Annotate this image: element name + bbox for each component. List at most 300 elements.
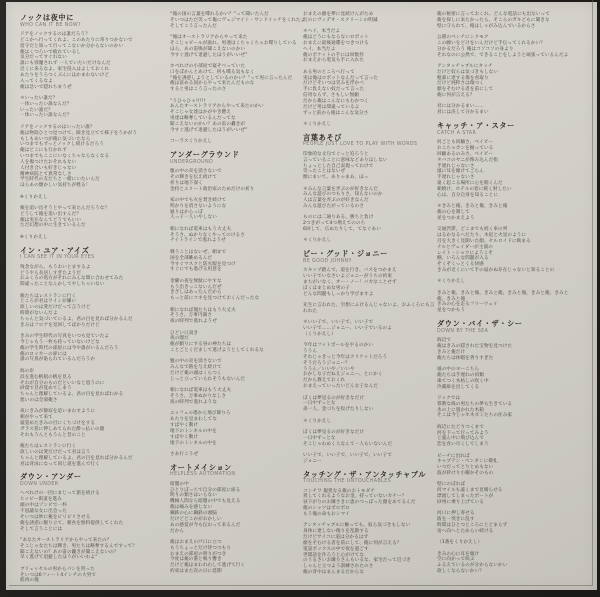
lyric-line: ＊くりかえし: [303, 238, 332, 244]
lyric-line: あんたオーストラリアからやって来たのかい: [170, 104, 264, 110]
lyric-stanza: [20, 491, 170, 532]
lyric-line: おまえから電気も手に入れた: [303, 58, 365, 64]
lyric-line: 俺は実在なんてどうでもいい: [20, 217, 82, 223]
lyric-line: じっと立っていられそうもないんだ: [170, 377, 246, 382]
lyric-line: そいつは6フィート4インチの大男で: [20, 572, 97, 578]
lyrics-column-4: [437, 12, 599, 580]
lyric-stanza: [303, 187, 445, 210]
lyric-line: エッフェル塔から飛び降りろ: [170, 411, 231, 417]
lyric-line: ＊ヘイ、本当だよ: [303, 29, 341, 35]
lyric-line: どうやら長居しすぎたようだ: [20, 270, 82, 276]
lyric-line: 欲しいのは愛だけだって君は言う: [20, 449, 91, 455]
lyric-stanza: [20, 369, 170, 404]
song-title-ja: アンダーグラウンド: [170, 150, 240, 160]
lyric-line: すばやく動け: [170, 423, 199, 429]
lyric-line: ドアをノックするのは誰だろう？: [20, 32, 90, 37]
lyric-line: 身体に達しない傷りを乱散する: [303, 529, 369, 535]
song-title-en: PEOPLE JUST LOVE TO PLAY WITH WORDS: [303, 142, 418, 148]
lyric-line: 冷蔵庫を出してくる: [437, 384, 480, 390]
lyric-line: キャプテン・ペンギンに敬礼: [437, 459, 498, 465]
lyric-line: 今すぐ逃げて退避したほうがいいぜ”: [170, 52, 248, 58]
lyric-line: どうして俺を追い出すんだ？: [20, 211, 82, 217]
song-title-en: TOUCHING THE UNTOUCHABLES: [303, 479, 392, 485]
lyric-line: 海辺で: [437, 338, 452, 344]
lyric-stanza: [20, 334, 170, 363]
lyric-line: ぞくぞくっとくる快感: [437, 262, 484, 268]
lyric-stanza: [303, 268, 445, 297]
lyric-line: 気分だってすぐれない: [20, 55, 67, 61]
lyric-line: いつまでもここにいなくちゃならなくなる: [20, 154, 110, 160]
lyric-line: そこじゃ女達はかがやき燃え: [170, 110, 232, 116]
lyric-line: 心は、自分自身を知ることに: [437, 192, 499, 198]
lyric-line: ヒッピー街道を進み: [20, 497, 62, 503]
lyric-line: ううん: [303, 349, 318, 355]
lyric-line: あの感覚が今も伝わって来るんだ: [170, 522, 241, 528]
lyric-line: 河口に押し寄せる: [437, 511, 475, 517]
lyric-line: おふくろの処方がそれにみんな間に合わせてみた: [20, 276, 124, 282]
lyric-line: みんな遊びのつもりさ、知らないのか: [303, 192, 383, 198]
lyric-line: だから教えておくれ: [303, 378, 346, 384]
lyric-line: 手に負えない奴だって言った: [303, 87, 365, 93]
lyric-line: 俺はきみの隠された宝物を見つけた: [437, 343, 513, 349]
lyric-line: 壁に守られて、俺はしゃがみ込んでいるからさ: [437, 23, 536, 29]
lyric-line: ほらあの懐かしい気持ちが甦る！: [20, 183, 91, 189]
song-header: [170, 464, 306, 478]
lyric-stanza: [303, 343, 445, 390]
lyric-line: 世間話を作ろうと心がけてな: [303, 552, 365, 558]
lyric-line: 波が砕けり小躍かそのもの: [437, 471, 494, 477]
lyric-stanza: [20, 538, 170, 561]
lyric-line: 凍てつく木枯しの吹く中: [437, 378, 489, 384]
song-title-en: CATCH A STAR: [437, 130, 477, 136]
lyric-line: 俺のポケットの手には回数券: [303, 52, 364, 58]
lyric-line: ビーチに出れば: [437, 453, 470, 459]
lyric-line: 俺、きみと俺: [437, 296, 466, 302]
lyric-line: 時間はひとつところにとどまらず: [437, 523, 508, 529]
lyric-line: いい子で、いい子で、いい子で、いい子で: [303, 452, 392, 458]
lyric-line: ＊くりかえし: [437, 279, 466, 285]
lyric-line: ううん／いいや／いいや: [303, 366, 355, 372]
lyric-line: だけどサイコに道は分かるはず: [303, 535, 369, 540]
lyric-line: だけど純粋さは傷つく: [437, 81, 484, 87]
lyric-line: いい子でいなさいよジョニーがうちの約束: [303, 274, 393, 280]
lyric-line: そうだろうジョニー？: [303, 360, 350, 366]
lyric-line: だけど俺はまわれ右して逃げて行く: [170, 563, 246, 569]
lyric-line: 一日中ずっとな: [303, 401, 336, 407]
lyric-line: 金持とエリート政治家のためだけの祈り: [170, 186, 255, 192]
lyric-line: おまえの顔を夢に見続けんがため: [303, 12, 374, 17]
lyric-line: 通りはからっぽ: [170, 209, 203, 215]
lyric-line: そこじゃわめく人なんて一人もいないんだ: [303, 441, 393, 447]
lyric-line: ※くりかえし: [20, 234, 48, 240]
lyric-stanza: [170, 35, 306, 58]
song-header: [20, 473, 170, 487]
lyric-line: 星をつかもう: [437, 308, 466, 314]
lyric-line: それもうんともうんと昔のこと: [20, 432, 86, 438]
lyric-line: “うひゃひゃ!!!!!: [170, 98, 206, 104]
lyric-line: 地下のトンネルの中を: [170, 428, 217, 434]
lyric-line: おまえに最後通牒をつきつける: [303, 40, 369, 46]
lyric-line: 手遅れじゃないさ: [437, 175, 475, 181]
lyric-stanza: [303, 453, 445, 465]
lyric-line: 弟一人、金づちを投げたりしない: [303, 407, 374, 413]
lyric-line: “俺の国の言葉を喋れるかい？”って聞いたんだ: [170, 12, 269, 17]
lyric-line: 近くに来るなよ、家宅侵入はよしておくれ: [20, 67, 110, 73]
lyric-line: ひどい口説き: [170, 330, 199, 336]
lyric-line: 6回して、広めたりして、てなぐあい: [303, 227, 381, 233]
song-header: [170, 151, 306, 165]
lyric-line: 俺の学生時代の部屋には今や誰がいるんだろう: [20, 345, 119, 351]
lyric-line: 時間がないんだよ: [20, 311, 58, 317]
lyric-line: タバコのヤニが滲み込んだ指: [437, 157, 498, 163]
lyric-line: だけどそいつは笑みを浮かべ: [303, 81, 365, 87]
lyric-stanza: [437, 291, 599, 314]
lyric-line: ＊くりかえし: [303, 418, 332, 424]
lyric-line: ヘベれけの一団にまじって旅を続ける: [20, 491, 100, 497]
lyric-line: みんな遊びたがっているのさ: [303, 204, 365, 210]
lyric-line: きみの心に耳を傾け: [437, 551, 480, 557]
lyric-line: ちゃんと気づいているよ、君の目を見れば分かるんだ: [20, 316, 133, 322]
lyric-line: そこじゃ女たちは輝き、男たちは略奪するんですって？: [20, 543, 137, 549]
song-header: [303, 250, 445, 264]
lyric-line: 恋を食い尽くしてしまう: [437, 442, 489, 448]
lyric-line: ずっと前から俺はこんな気分さ: [303, 110, 369, 116]
lyric-line: 海辺にたどりつくまで: [437, 424, 484, 430]
lyric-line: 精神病院とて異常なしさ: [20, 171, 72, 177]
lyric-line: 夜の闇だ: [170, 336, 189, 342]
lyric-line: 間違ったことなんかしてやしちゃいない: [20, 282, 105, 288]
lyric-stanza: [437, 12, 599, 30]
lyric-line: 約束はまた次の日に延期: [170, 569, 222, 575]
lyric-line: 愛してくれるようなお金、持っていないカナー？: [303, 494, 407, 500]
lyric-line: だけど奴らは気づきもしない: [437, 69, 499, 75]
lyric-line: ほら、あの雷鳴が聞こえないのかい: [170, 46, 246, 52]
lyric-line: 回顧あるのみさ、ベイビー: [437, 151, 493, 157]
lyric-line: 俺のロッカーの扉には: [20, 351, 67, 357]
lyric-line: ※くりかえし: [20, 194, 48, 200]
song-header: [437, 320, 599, 334]
lyric-line: 夜の時列で逃れような: [170, 400, 217, 406]
lyric-stanza: [20, 409, 170, 438]
lyric-stanza: [170, 227, 306, 245]
lyric-stanza: [303, 489, 445, 518]
lyric-line: ぼくはまじめな男の子: [303, 285, 350, 291]
lyric-line: だから: [170, 528, 185, 534]
lyric-line: 明りの類さはいらない: [170, 493, 217, 499]
lyric-line: 残念ながら、もうおいとまするよ: [20, 264, 91, 270]
lyric-line: おこちゃカンを握っている: [437, 146, 494, 151]
lyric-line: ホベれけの小部屋で寝そべっていた: [170, 63, 246, 69]
lyric-line: 今年はフットボールをやるのかい: [303, 343, 373, 349]
lyric-line: もう俺の命もおシマイ: [303, 511, 350, 517]
lyric-line: あたりを見まわしてな: [170, 417, 217, 423]
lyric-line: 印象的な文句でぐっと迫ろうと: [303, 151, 369, 157]
song-title-en: DOWN UNDER: [20, 481, 59, 487]
lyric-line: きみと俺、きみと俺、きみと俺、きみと俺、きみと俺、きみと: [437, 290, 569, 296]
lyric-line: すばやく動け: [170, 434, 199, 440]
lyric-stanza: [303, 523, 445, 576]
lyric-line: ＊みんな言葉を弄ぶのが好きなんだ: [303, 186, 379, 192]
lyric-stanza: [437, 140, 599, 198]
lyric-stanza: [437, 367, 599, 390]
lyric-stanza: [437, 511, 599, 534]
lyric-line: 今すぐ逃げて退避したほうがいいぜ”: [170, 127, 248, 133]
lyric-line: 一体いったい誰なんだ？: [20, 101, 72, 107]
lyric-line: ＊くりかえし: [303, 122, 332, 127]
lyric-line: 空に向かって叫ぶ: [437, 557, 475, 563]
lyric-line: もしもあいつが俺に気づいたなら: [20, 136, 91, 142]
lyric-line: おまえの部屋の明りがつき: [170, 551, 227, 557]
lyric-line: 朝がやって来て: [20, 415, 53, 421]
lyric-line: 君は背泳になって同じ道を進んで行く: [20, 461, 100, 467]
lyric-line: もっと前にコネを見つけておくんだったな: [170, 296, 260, 302]
lyric-line: はるかなるへだたり、木星と火星のように: [437, 232, 527, 238]
lyric-line: 男達は略奪しているんだってな: [170, 116, 236, 122]
lyric-line: 国を全部眺めるんだ: [170, 255, 213, 261]
lyric-line: ブリュッセルの男からパンを買った: [20, 566, 95, 572]
lyric-stanza: [437, 104, 599, 116]
lyric-line: 壁にのぼれば: [437, 482, 466, 488]
lyric-line: 2つきがって4つ増えてののち: [303, 221, 366, 227]
lyric-line: 電話ボックスの中で夜を過ごす: [303, 546, 369, 552]
lyric-line: もう出きっこないんだぜ: [170, 284, 222, 290]
lyric-stanza: [170, 169, 306, 192]
lyric-line: だけど男は間違っているよ: [303, 104, 360, 110]
lyric-line: 交通渋滞、どこまでも続く車の列: [437, 227, 508, 233]
lyric-line: 風に耳を傾けてごらん: [437, 169, 484, 175]
song-title-en: DOWN BY THE SEA: [437, 328, 489, 334]
lyric-line: きみと俺だけ: [437, 349, 466, 355]
lyric-line: 昼下がりのお隣さきに恵のつっぱった顔をあてるんだ: [303, 500, 416, 506]
song-title-ja: キャッチ・ア・スター: [437, 121, 515, 131]
lyric-line: 夜の時列で逃れようぜ: [170, 319, 217, 325]
song-header: [303, 134, 445, 148]
lyric-line: 家の中でも火を焚き続けて: [170, 197, 227, 203]
lyric-line: 実は俺はロボットなんだって言った: [303, 75, 379, 81]
lyric-stanza: [437, 35, 599, 58]
lyric-line: みんなで熱を与え続けて: [170, 365, 222, 371]
lyric-line: 遠く起こる場所に心を開くんだ: [437, 181, 503, 187]
lyric-line: 腹の中の炎を消さないで: [170, 359, 222, 365]
song-header: [20, 247, 170, 261]
lyric-line: 寡黙な海の男たちの夢も生きている: [437, 401, 513, 407]
lyric-line: 俺はどうにもならないロボット: [303, 35, 369, 41]
lyric-line: ジョニー: [303, 458, 322, 464]
lyric-stanza: [437, 425, 599, 448]
lyric-line: ナルとヴェイダーが主演の: [437, 244, 493, 250]
song-title-ja: イン・ユア・アイズ: [20, 245, 90, 255]
lyric-line: 入ってくるなよ: [20, 78, 53, 84]
song-title-en: I CAN SEE IT IN YOUR EYES: [20, 255, 95, 261]
lyric-line: そこじゃビールが溢れ、男連はくちゃくちゃお喋りしている: [170, 40, 297, 46]
lyric-line: 顔をそむける者を前にして: [437, 87, 494, 93]
lyric-line: 氷の上に置かれた木箱: [437, 407, 484, 413]
lyric-line: 誰の写真が貼られているんだろうか: [20, 357, 96, 363]
lyric-stanza: [437, 396, 599, 419]
lyric-stanza: [20, 125, 170, 189]
lyric-stanza: [303, 12, 445, 24]
lyric-line: すると男はこう言ったのさ: [170, 87, 227, 93]
lyric-line: きみはフロアを見回してばかりだけど: [20, 322, 100, 328]
lyric-line: 人付き合いも好きじゃない: [20, 165, 77, 171]
lyric-line: 目を大きく見開いた顔、セルロイドに映まる: [437, 238, 531, 244]
lyric-line: 悪いのは全部俺さ: [20, 398, 58, 404]
song-title-ja: タッチング・ザ・アンタッチャブル: [303, 469, 427, 479]
lyric-line: 朝になれば電車はもう大丈夫: [170, 226, 232, 232]
lyric-line: だから俺はこんなにもむかつく: [303, 98, 369, 104]
lyric-stanza: [20, 206, 170, 229]
lyric-stanza: [170, 411, 306, 446]
lyric-line: 寝覚めたきみの目にくちづけをする: [20, 421, 96, 427]
lyric-stanza: [303, 70, 445, 117]
lyric-line: ドックでは: [437, 395, 461, 401]
lyric-stanza: [170, 540, 306, 575]
lyric-line: 手遅れじゃないさ: [437, 163, 475, 169]
lyrics-column-2: [170, 12, 306, 580]
lyric-line: ふるえているのが分からないかい: [437, 563, 508, 569]
lyric-line: ひとりぼっちで自分の部屋に座る: [170, 487, 241, 493]
lyric-line: いったい誰だ？: [20, 107, 53, 113]
lyric-stanza: [20, 235, 170, 241]
lyric-line: 明かりを消さないようにな: [170, 203, 227, 209]
lyric-stanza: [170, 139, 306, 145]
lyric-line: ことごとくだまして逃げようとしてくれるな: [170, 348, 264, 354]
lyric-stanza: [437, 279, 599, 285]
lyric-line: 海の岸: [20, 368, 35, 374]
lyric-line: 風の中のヨーこちら: [437, 366, 480, 372]
lyric-line: 鋼鉄の心に鋼鉄の頭脳: [170, 511, 217, 516]
lyric-line: 誰にも邪魔されず 一人でいたいだけなんだ: [20, 61, 111, 67]
lyric-line: 煙にまいて、ありゃまあ、ほっ: [303, 175, 369, 181]
lyric-line: ちょっとした自己表現ってわけで: [303, 163, 374, 169]
lyric-line: あたりをうろつくぶんにはかまわないけど: [20, 72, 110, 78]
lyric-line: 戦うことはないぜ、朝まで: [170, 249, 227, 255]
lyric-stanza: [303, 152, 445, 181]
lyric-line: いい子で……ジョニー、いい子でいるのよ: [303, 326, 392, 332]
lyric-line: 俺の心を制して: [437, 209, 470, 215]
lyric-line: おまえっていったいどんな子なんだ: [303, 384, 379, 390]
lyric-stanza: [20, 265, 170, 288]
song-title-ja: ダウン・バイ・ザ・シー: [437, 319, 523, 329]
lyric-line: 君には決して分かるまい: [437, 110, 489, 116]
lyric-line: ナイトラインで逃れようぜ: [170, 238, 226, 244]
lyric-line: きみが近くにいて手の届かぬ存在じゃないと知ることの: [437, 268, 555, 274]
lyric-line: だけど俺の頭はくらつく: [170, 371, 222, 377]
lyric-line: 河を下って行ってみよう: [437, 430, 489, 436]
lyric-line: “俺を誘惑しようとしているのかい？”って男に言ったんだ: [170, 75, 293, 81]
lyric-stanza: [303, 419, 445, 425]
lyric-stanza: [20, 294, 170, 329]
lyric-line: 一日中ずっとな: [303, 435, 336, 441]
lyric-line: 俺たちはレストランに行く: [20, 293, 77, 299]
lyric-line: 俺のシャツはボロボロ: [303, 506, 350, 512]
lyric-stanza: [20, 444, 170, 467]
lyric-stanza: [303, 29, 445, 64]
lyric-line: コーラスくりかえし: [170, 139, 213, 145]
lyric-line: 笑ったことはないぜ: [303, 169, 346, 175]
lyric-line: アンタッチャブルに触っても、奴ら気づきもしない: [303, 523, 411, 529]
lyric-line: 砂漠で目が覚めてしまう: [20, 386, 72, 392]
lyric-line: 俺はどこにも行かれず: [20, 148, 67, 154]
lyric-line: その輝きを伝え続けて: [170, 174, 217, 180]
lyric-line: ぼくは夢見るのが好きなだけ: [303, 395, 365, 401]
lyric-stanza: [170, 99, 306, 134]
lyric-line: 筋肉の塊: [20, 578, 39, 584]
lyric-line: 今じゃもう一枚も持っていないけどな: [20, 339, 100, 345]
lyric-line: 朝になれば電車はもう大丈夫: [170, 388, 232, 394]
lyric-line: 腹の中の炎を消さないで: [170, 169, 222, 175]
lyric-line: いつまでもずっとノックし続けるだろう: [20, 142, 104, 148]
lyric-line: 砂州に乗り上げている: [437, 500, 484, 505]
lyric-line: 金曜の夜を無駄にやすな: [170, 278, 222, 284]
song-title-en: UNDERGROUND: [170, 159, 214, 165]
song-header: [437, 122, 599, 136]
lyric-line: 学生時代の友だちと一緒にいたいんだ: [20, 177, 100, 183]
lyric-line: 俺たちはレストランに行く: [20, 444, 77, 450]
lyric-line: 地下のトンネルの中を: [170, 440, 217, 446]
lyric-line: コンチワ 親愛なる俺のおトモダチ: [303, 488, 375, 494]
lyric-line: ちゃんと理解しているよ、君の目を見ればわかる: [20, 392, 124, 398]
lyric-line: 夜にきみが静寂を追いまわすように: [20, 409, 96, 415]
lyric-line: 今度は俺の番と鳴り響き: [170, 557, 222, 563]
lyric-line: 朝になれば俺たちはもう大丈夫: [170, 307, 236, 313]
lyric-line: いつだってとりとめもない: [437, 465, 494, 471]
lyric-line: 俺は痛みを感じない: [170, 505, 213, 511]
song-header: [303, 471, 445, 485]
lyric-line: 今すぐマスクと防火服を見つけ: [170, 261, 236, 267]
lyric-stanza: [303, 238, 445, 244]
lyric-line: 星をつかまえよう: [437, 215, 475, 221]
lyric-line: 俺はくつろいで疲れているし: [20, 49, 82, 55]
lyric-line: 波を一突きに乱す: [437, 517, 475, 523]
lyric-line: 何マイルも遠くまで見晴らせる: [437, 488, 503, 494]
lyric-line: 機械人間なら暗闇の中でも見える: [170, 499, 241, 505]
lyric-line: きみの心を走るフリーウェイ: [437, 302, 498, 308]
lyric-line: 人は言葉を弄ぶのが好きなんだ: [303, 198, 369, 204]
lyric-line: 俺たちは手遅れの同類: [437, 372, 484, 378]
lyric-line: まちがいなく、オー・ノー！バカなことせず: [303, 280, 397, 285]
lyric-stanza: [170, 359, 306, 382]
lyric-line: 一体いったい誰なんだ？: [20, 113, 72, 119]
lyric-line: 祈りは地下深く: [170, 180, 203, 186]
lyric-line: 暗闇の中: [170, 481, 189, 487]
lyric-stanza: [20, 195, 170, 201]
lyric-line: 俺は物陰ひとつ見つけて、隙き見立てて様子をうかがう: [20, 130, 138, 136]
lyric-line: レイト・ショウにようこそ: [437, 250, 494, 256]
lyric-stanza: [303, 215, 445, 233]
lyric-line: しゃんと立つよう訓練されたのさ: [303, 564, 374, 570]
lyrics-column-3: [303, 12, 445, 580]
lyric-line: そいつは妙に俺をピリピリさせる: [20, 514, 91, 520]
lyric-stanza: [170, 198, 306, 221]
lyric-line: だのにヴィデオ・スクリーンの明滅: [303, 17, 378, 23]
lyric-stanza: [170, 250, 306, 273]
lyric-line: と風ん中に飛び込んで: [437, 436, 484, 442]
lyric-line: おかしな子だねえジョニー、とにかく: [303, 372, 383, 378]
lyric-stanza: [437, 454, 599, 477]
lyric-line: 俺を誘惑に駆り立て、朝食を無料提供してくれた: [20, 520, 124, 526]
lyric-line: （くりかえし）: [303, 331, 336, 337]
lyric-line: アンタッチャブルにタッチ: [437, 63, 493, 69]
lyric-line: そうさ、万事ぬかりなしさ: [170, 394, 227, 400]
lyric-line: そうさ、ぬかりなくやってのけるさ: [170, 232, 245, 238]
lyric-stanza: [303, 320, 445, 338]
lyrics-column-1: [20, 12, 170, 584]
lyric-stanza: [20, 567, 170, 585]
lyric-stanza: [170, 452, 306, 458]
lyric-line: 俺はおまえの戸口に立つ: [170, 539, 222, 545]
lyric-stanza: [437, 540, 599, 546]
